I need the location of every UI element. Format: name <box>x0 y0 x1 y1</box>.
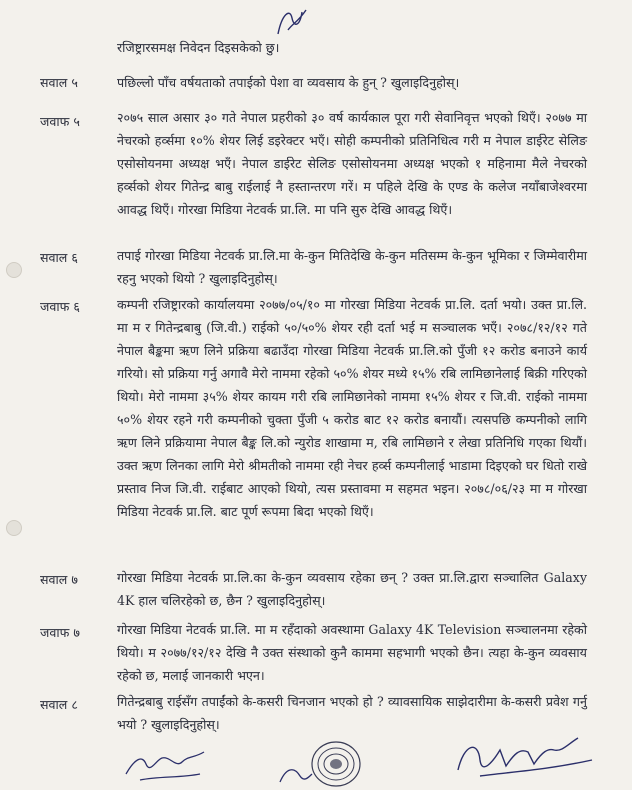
answer-7-text: गोरखा मिडिया नेटवर्क प्रा.लि. मा म रहँदाको अवस्थामा Galaxy 4K Television सञ्चालनमा रहेको थियो। म २०७७/१२/१२ देखि नै उक्त संस्थाको कुनै काममा सहभागी भएको छैन। त्यहा के-कुन व्यवसाय रहेको छ, मलाई जानकारी भएन। <box>117 622 587 683</box>
question-6-label: सवाल ६ <box>40 250 78 265</box>
question-7-text: गोरखा मिडिया नेटवर्क प्रा.लि.का के-कुन व्यवसाय रहेका छन् ? उक्त प्रा.लि.द्वारा सञ्चालित Galaxy 4K हाल चलिरहेको छ, छैन ? खुलाइदिनुहोस्। <box>117 570 587 608</box>
punch-hole <box>6 262 22 278</box>
answer-5-text: २०७५ साल असार ३० गते नेपाल प्रहरीको ३० वर्ष कार्यकाल पूरा गरी सेवानिवृत्त भएको थिएँ। २०७७ मा नेचरको हर्व्समा १०% शेयर लिई डइरेक्टर भएँ। सोही कम्पनीको प्रतिनिधित्व गरी म नेपाल डाईरेट सेलिङ एसोसोयनमा अध्यक्ष भएँ। नेपाल डाईरेट सेलिङ एसोसोयनमा अध्यक्ष भएको १ महिनामा मैले नेचरको हर्व्सको शेयर गितेन्द्र बाबु राईलाई नै हस्तान्तरण गरें। म पहिले देखि के एण्ड के कलेज नयाँबाजेश्वरमा आवद्ध थिएँ। गोरखा मिडिया नेटवर्क प्रा.लि. मा पनि सुरु देखि आवद्ध थिएँ। <box>117 110 587 217</box>
question-7-label: सवाल ७ <box>40 572 78 587</box>
question-5-label: सवाल ५ <box>40 75 78 90</box>
initial-scribble <box>272 4 312 42</box>
answer-6-text: कम्पनी रजिष्ट्रारको कार्यालयमा २०७७/०५/१० मा गोरखा मिडिया नेटवर्क प्रा.लि. दर्ता भयो। उक्त प्रा.लि. मा म र गितेन्द्रबाबु (जि.वी.) राईको ५०/५०% शेयर रही दर्ता भई म सञ्चालक भएँ। २०७८/१२/१२ गते नेपाल बैङ्कमा ऋण लिने प्रक्रिया बढाउँदा गोरखा मिडिया नेटवर्क प्रा.लि.को पुँजी १२ करोड बनाउने कार्य गरियो। सो प्रक्रिया गर्नु अगावै मेरो नाममा रहेको ५०% शेयर मध्ये १५% रबि लामिछानेलाई बिक्री गरिएको थियो। मेरो नाममा ३५% शेयर कायम गरी रबि लामिछानेको नाममा १५% शेयर र जि.वी. राईको नाममा ५०% शेयर रहने गरी कम्पनीको चुक्ता पुँजी ५ करोड बाट १२ करोड बनायौं। त्यसपछि कम्पनीको लागि ऋण लिने प्रक्रियामा नेपाल बैङ्क लि.को न्युरोड शाखामा म, रबि लामिछाने र लेखा प्रतिनिधि गएका थियौं। उक्त ऋण लिनका लागि मेरो श्रीमतीको नाममा रही नेचर हर्व्स कम्पनीलाई भाडामा दिइएको घर धितो राखे प्रस्ताव निज जि.वी. राईबाट आएको थियो, त्यस प्रस्तावमा म सहमत भइन। २०७८/०६/२३ मा म गोरखा मिडिया नेटवर्क प्रा.लि. बाट पूर्ण रूपमा बिदा भएको थिएँ। <box>117 297 587 519</box>
answer-7-label: जवाफ ७ <box>40 625 80 640</box>
question-6-text: तपाई गोरखा मिडिया नेटवर्क प्रा.लि.मा के-कुन मितिदेखि के-कुन मतिसम्म के-कुन भूमिका र जिम्मेवारीमा रहनु भएको थियो ? खुलाइदिनुहोस्। <box>117 248 587 286</box>
question-5-text: पछिल्लो पाँच वर्षयताको तपाईको पेशा वा व्यवसाय के हुन् ? खुलाइदिनुहोस्। <box>117 75 460 90</box>
answer-6-label: जवाफ ६ <box>40 299 80 314</box>
thumbprint-icon <box>276 738 366 790</box>
question-8-text: गितेन्द्रबाबु राईसँग तपाईंको के-कसरी चिनजान भएको हो ? व्यावसायिक साझेदारीमा के-कसरी प्रवेश गर्नु भयो ? खुलाइदिनुहोस्। <box>117 694 587 732</box>
signature-left <box>120 740 210 786</box>
punch-hole <box>6 520 22 536</box>
intro-line: रजिष्ट्रारसमक्ष निवेदन दिइसकेको छु। <box>117 40 280 55</box>
answer-5-label: जवाफ ५ <box>40 114 80 129</box>
signature-right <box>450 730 600 788</box>
question-8-label: सवाल ८ <box>40 697 78 712</box>
